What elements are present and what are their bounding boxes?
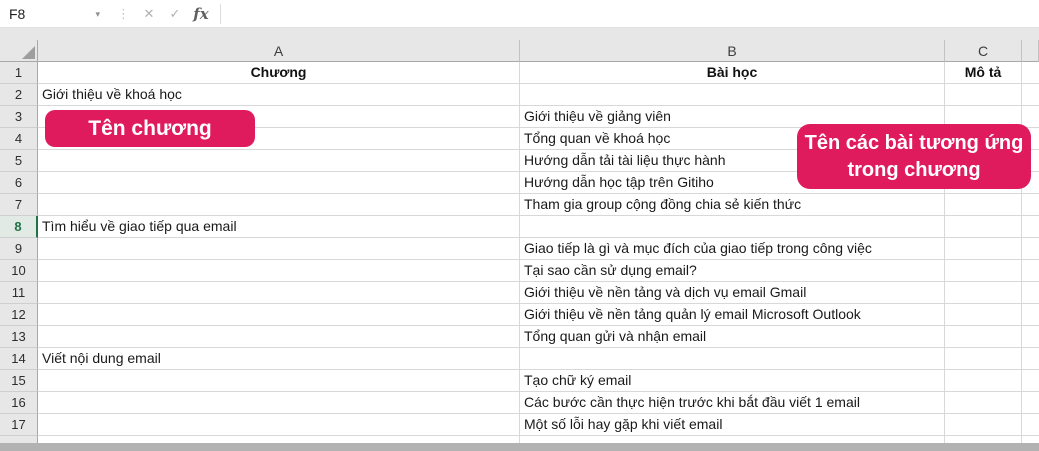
cell-b[interactable]: Giới thiệu về nền tảng và dịch vụ email Gmail — [520, 282, 945, 304]
insert-function-icon[interactable]: fx — [193, 4, 209, 23]
cell-b[interactable]: Một số lỗi hay gặp khi viết email — [520, 414, 945, 436]
cell-d[interactable] — [1022, 194, 1039, 216]
cell-d[interactable] — [1022, 414, 1039, 436]
worksheet-grid — [0, 40, 1039, 443]
cell-d[interactable] — [1022, 348, 1039, 370]
table-row — [0, 370, 1039, 392]
cell-c[interactable] — [945, 282, 1022, 304]
cell-d[interactable] — [1022, 84, 1039, 106]
row-header[interactable]: 8 — [0, 216, 38, 238]
cell-b[interactable]: Bài học — [520, 62, 945, 84]
cell-b[interactable] — [520, 216, 945, 238]
toolbar-grid-gap — [0, 28, 1039, 40]
cell-b[interactable]: Hướng dẫn học tập trên Gitiho — [520, 172, 945, 194]
row-header[interactable]: 11 — [0, 282, 38, 304]
cell-a[interactable]: Giới thiệu về khoá học — [38, 84, 520, 106]
row-header[interactable]: 4 — [0, 128, 38, 150]
row-header[interactable]: 5 — [0, 150, 38, 172]
cell-a[interactable] — [38, 436, 520, 443]
cell-b[interactable]: Hướng dẫn tải tài liệu thực hành — [520, 150, 945, 172]
cell-a[interactable] — [38, 260, 520, 282]
cell-a[interactable]: Chương — [38, 62, 520, 84]
row-header[interactable]: 17 — [0, 414, 38, 436]
cell-b[interactable]: Giao tiếp là gì và mục đích của giao tiếp trong công việc — [520, 238, 945, 260]
cell-c[interactable] — [945, 84, 1022, 106]
table-row — [0, 84, 1039, 106]
cell-d[interactable] — [1022, 392, 1039, 414]
cell-a[interactable] — [38, 150, 520, 172]
select-all-corner[interactable] — [0, 40, 38, 62]
cell-c[interactable] — [945, 238, 1022, 260]
row-header[interactable] — [0, 436, 38, 443]
cell-d[interactable] — [1022, 326, 1039, 348]
column-header-c[interactable]: C — [945, 40, 1022, 62]
cell-b[interactable]: Tổng quan gửi và nhận email — [520, 326, 945, 348]
cell-c[interactable]: Mô tả — [945, 62, 1022, 84]
cell-b[interactable] — [520, 348, 945, 370]
cell-d[interactable] — [1022, 370, 1039, 392]
cell-d[interactable] — [1022, 260, 1039, 282]
name-box-value: F8 — [9, 5, 26, 22]
toolbar-separator-icon: ⋮ — [117, 5, 129, 21]
row-header[interactable]: 14 — [0, 348, 38, 370]
cell-c[interactable] — [945, 436, 1022, 443]
cell-a[interactable] — [38, 370, 520, 392]
lessons-callout: Tên các bài tương ứng trong chương — [797, 124, 1031, 189]
cell-a[interactable] — [38, 304, 520, 326]
cell-d[interactable] — [1022, 304, 1039, 326]
cell-c[interactable] — [945, 370, 1022, 392]
column-header-b[interactable]: B — [520, 40, 945, 62]
cell-b[interactable]: Tham gia group cộng đồng chia sẻ kiến thức — [520, 194, 945, 216]
cell-b[interactable]: Các bước cần thực hiện trước khi bắt đầu viết 1 email — [520, 392, 945, 414]
row-header[interactable]: 7 — [0, 194, 38, 216]
row-header[interactable]: 10 — [0, 260, 38, 282]
table-row — [0, 392, 1039, 414]
cell-d[interactable] — [1022, 106, 1039, 128]
table-row — [0, 238, 1039, 260]
cell-a[interactable]: Tìm hiểu về giao tiếp qua email — [38, 216, 520, 238]
cell-d[interactable] — [1022, 62, 1039, 84]
cell-d[interactable] — [1022, 282, 1039, 304]
formula-bar-input[interactable] — [225, 2, 1039, 26]
column-header-a[interactable]: A — [38, 40, 520, 62]
cancel-icon[interactable]: ✕ — [143, 5, 155, 21]
row-header[interactable]: 6 — [0, 172, 38, 194]
cell-b[interactable]: Giới thiệu về giảng viên — [520, 106, 945, 128]
row-header[interactable]: 2 — [0, 84, 38, 106]
cell-a[interactable] — [38, 282, 520, 304]
cell-b[interactable]: Tạo chữ ký email — [520, 370, 945, 392]
table-row — [0, 216, 1039, 238]
cell-b[interactable] — [520, 84, 945, 106]
name-box-dropdown-icon[interactable]: ▾ — [95, 9, 100, 19]
row-header[interactable]: 1 — [0, 62, 38, 84]
cell-c[interactable] — [945, 194, 1022, 216]
row-header[interactable]: 16 — [0, 392, 38, 414]
cell-a[interactable] — [38, 238, 520, 260]
table-row — [0, 260, 1039, 282]
table-row — [0, 304, 1039, 326]
cell-a[interactable] — [38, 414, 520, 436]
row-header[interactable]: 13 — [0, 326, 38, 348]
cell-b[interactable]: Giới thiệu về nền tảng quản lý email Microsoft Outlook — [520, 304, 945, 326]
cell-c[interactable] — [945, 392, 1022, 414]
bottom-edge-strip — [0, 443, 1039, 451]
table-row — [0, 414, 1039, 436]
table-row-partial — [0, 436, 1039, 443]
cell-d[interactable] — [1022, 238, 1039, 260]
table-row — [0, 326, 1039, 348]
cell-c[interactable] — [945, 348, 1022, 370]
name-box[interactable] — [0, 0, 110, 27]
cell-c[interactable] — [945, 216, 1022, 238]
cell-c[interactable] — [945, 260, 1022, 282]
row-header[interactable]: 15 — [0, 370, 38, 392]
column-header-d-partial[interactable] — [1022, 40, 1039, 62]
cell-a[interactable] — [38, 326, 520, 348]
select-all-triangle-icon — [22, 46, 35, 59]
formula-toolbar — [0, 0, 1039, 28]
row-header[interactable]: 9 — [0, 238, 38, 260]
formula-bar-divider — [220, 4, 221, 24]
cell-b[interactable] — [520, 436, 945, 443]
cell-c[interactable] — [945, 414, 1022, 436]
cell-b[interactable]: Tổng quan về khoá học — [520, 128, 945, 150]
enter-icon[interactable]: ✓ — [169, 5, 181, 21]
cell-a[interactable] — [38, 194, 520, 216]
table-row — [0, 194, 1039, 216]
cell-a[interactable] — [38, 392, 520, 414]
row-header[interactable]: 3 — [0, 106, 38, 128]
table-row — [0, 282, 1039, 304]
cell-a[interactable]: Viết nội dung email — [38, 348, 520, 370]
table-row — [0, 62, 1039, 84]
column-header-row — [0, 40, 1039, 62]
row-header[interactable]: 12 — [0, 304, 38, 326]
cell-a[interactable] — [38, 172, 520, 194]
cell-d[interactable] — [1022, 216, 1039, 238]
cell-c[interactable] — [945, 326, 1022, 348]
cell-b[interactable]: Tại sao cần sử dụng email? — [520, 260, 945, 282]
cell-c[interactable] — [945, 304, 1022, 326]
table-row — [0, 348, 1039, 370]
chapter-callout: Tên chương — [45, 110, 255, 147]
cell-d[interactable] — [1022, 436, 1039, 443]
